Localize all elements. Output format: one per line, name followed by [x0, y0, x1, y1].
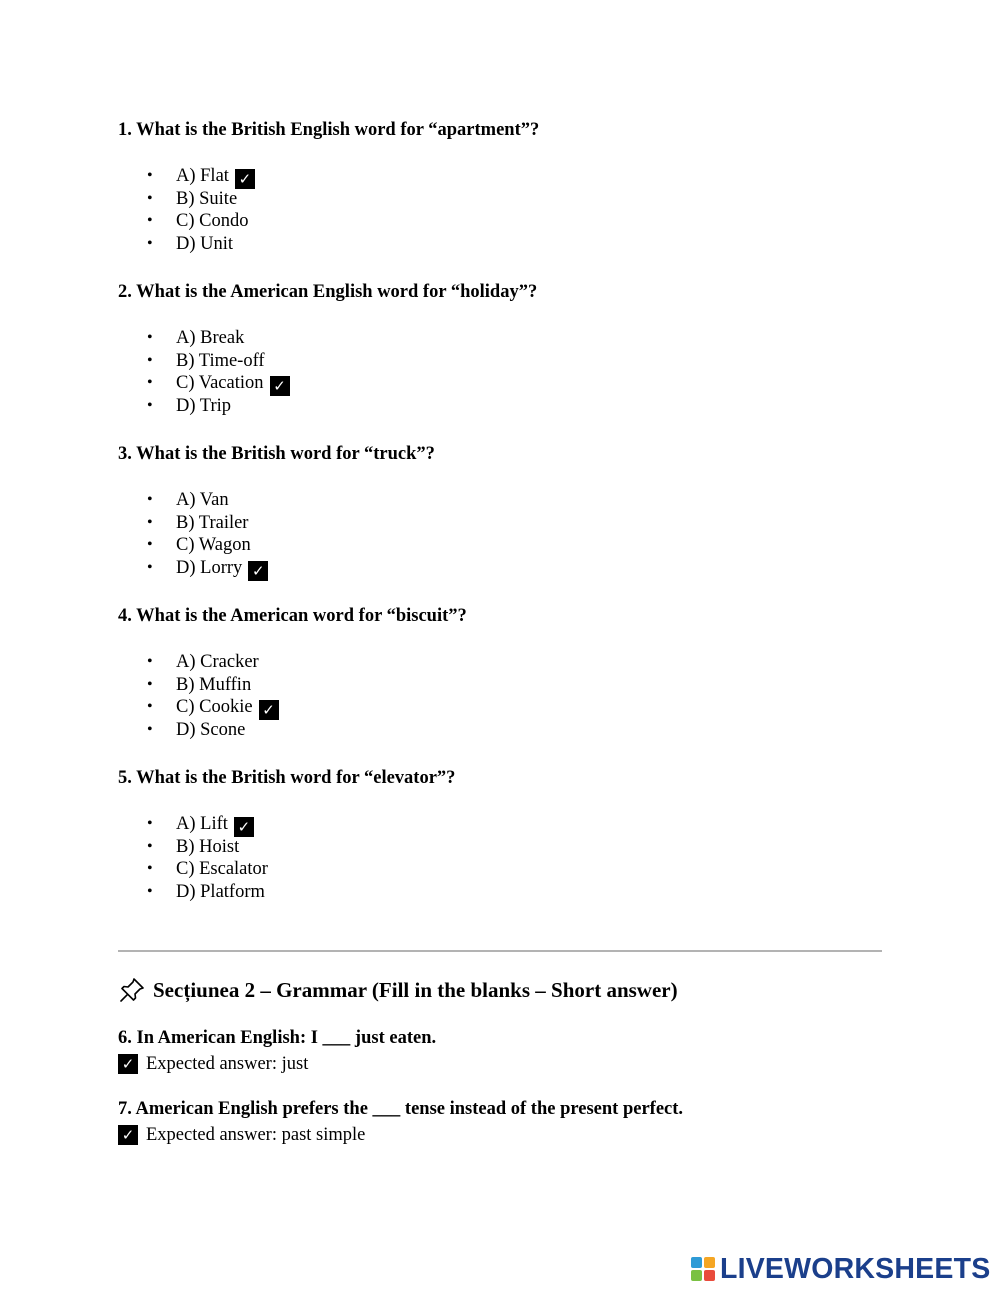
- option-label: B) Hoist: [176, 836, 240, 857]
- option-item[interactable]: [118, 651, 898, 674]
- option-label: C) Condo: [176, 211, 249, 232]
- question-title: 4. What is the American word for “biscuit”?: [118, 606, 467, 626]
- question-title: 2. What is the American English word for “holiday”?: [118, 282, 538, 302]
- option-label: A) Van: [176, 490, 229, 510]
- option-label: A) Lift: [176, 814, 228, 834]
- checkmark-icon: ✓: [248, 561, 268, 581]
- options-list: [118, 651, 898, 742]
- option-item[interactable]: [118, 557, 898, 580]
- short-answer-6: [118, 1027, 918, 1076]
- pushpin-icon: [118, 976, 146, 1004]
- option-item[interactable]: [118, 696, 898, 719]
- options-list: [118, 165, 898, 256]
- option-item[interactable]: [118, 210, 898, 233]
- option-label: D) Trip: [176, 396, 232, 417]
- option-item[interactable]: [118, 512, 898, 535]
- section-2-heading: [118, 976, 678, 1004]
- bullet-icon: •: [147, 721, 153, 739]
- option-label: A) Flat: [176, 166, 229, 186]
- bullet-icon: •: [147, 536, 153, 554]
- bullet-icon: •: [147, 189, 153, 207]
- bullet-icon: •: [147, 397, 153, 415]
- option-item[interactable]: [118, 674, 898, 697]
- option-item[interactable]: [118, 327, 898, 350]
- options-list: [118, 327, 898, 418]
- option-label: D) Unit: [176, 234, 234, 255]
- checkmark-icon: ✓: [235, 169, 255, 189]
- bullet-icon: •: [147, 837, 153, 855]
- checkmark-icon: ✓: [118, 1125, 138, 1145]
- bullet-icon: •: [147, 559, 153, 577]
- options-list: [118, 813, 898, 904]
- option-label: C) Escalator: [176, 859, 268, 880]
- answer-text: Expected answer: just: [146, 1054, 309, 1074]
- option-label: D) Platform: [176, 882, 265, 903]
- bullet-icon: •: [147, 329, 153, 346]
- expected-answer: [118, 1123, 918, 1147]
- option-item[interactable]: [118, 719, 898, 742]
- question-title: 3. What is the British word for “truck”?: [118, 444, 435, 464]
- checkmark-icon: ✓: [234, 817, 254, 837]
- question-title: 1. What is the British English word for “apartment”?: [118, 120, 540, 140]
- option-item[interactable]: [118, 350, 898, 373]
- option-label: D) Lorry: [176, 558, 243, 579]
- option-item[interactable]: [118, 858, 898, 881]
- option-item[interactable]: [118, 813, 898, 836]
- checkmark-icon: ✓: [259, 700, 279, 720]
- bullet-icon: •: [147, 235, 153, 253]
- question-1: [118, 119, 898, 255]
- option-item[interactable]: [118, 534, 898, 557]
- option-label: B) Muffin: [176, 674, 252, 695]
- option-item[interactable]: [118, 395, 898, 418]
- bullet-icon: •: [147, 698, 153, 716]
- option-label: B) Trailer: [176, 512, 249, 533]
- option-item[interactable]: [118, 372, 898, 395]
- short-answer-7: [118, 1098, 918, 1147]
- bullet-icon: •: [147, 513, 153, 531]
- question-3: [118, 443, 898, 581]
- bullet-icon: •: [147, 212, 153, 230]
- bullet-icon: •: [147, 491, 153, 508]
- checkmark-icon: ✓: [118, 1054, 138, 1074]
- liveworksheets-brand: [690, 1254, 990, 1284]
- option-label: C) Wagon: [176, 535, 251, 556]
- liveworksheets-logo-icon: [690, 1256, 716, 1282]
- option-item[interactable]: [118, 489, 898, 512]
- answer-text: Expected answer: past simple: [146, 1125, 366, 1145]
- option-label: A) Cracker: [176, 652, 259, 672]
- question-5: [118, 767, 898, 903]
- bullet-icon: •: [147, 675, 153, 693]
- section-divider: [118, 950, 882, 952]
- bullet-icon: •: [147, 653, 153, 670]
- option-item[interactable]: [118, 881, 898, 904]
- section-title-text: Secțiunea 2 – Grammar (Fill in the blanks – Short answer): [153, 978, 678, 1002]
- question-title: 5. What is the British word for “elevator”?: [118, 768, 456, 788]
- option-item[interactable]: [118, 165, 898, 188]
- options-list: [118, 489, 898, 580]
- bullet-icon: •: [147, 815, 153, 832]
- option-item[interactable]: [118, 836, 898, 859]
- option-label: C) Cookie: [176, 697, 253, 718]
- question-title: 7. American English prefers the ___ tense instead of the present perfect.: [118, 1099, 684, 1119]
- bullet-icon: •: [147, 374, 153, 392]
- checkmark-icon: ✓: [270, 376, 290, 396]
- question-2: [118, 281, 898, 417]
- option-label: D) Scone: [176, 720, 246, 741]
- option-item[interactable]: [118, 188, 898, 211]
- option-item[interactable]: [118, 233, 898, 256]
- option-label: A) Break: [176, 328, 245, 348]
- question-title: 6. In American English: I ___ just eaten.: [118, 1028, 437, 1048]
- option-label: B) Time-off: [176, 350, 265, 371]
- bullet-icon: •: [147, 351, 153, 369]
- bullet-icon: •: [147, 883, 153, 901]
- expected-answer: [118, 1052, 918, 1076]
- brand-name: LIVEWORKSHEETS: [720, 1253, 991, 1285]
- option-label: C) Vacation: [176, 373, 264, 394]
- bullet-icon: •: [147, 167, 153, 184]
- option-label: B) Suite: [176, 188, 238, 209]
- bullet-icon: •: [147, 860, 153, 878]
- question-4: [118, 605, 898, 741]
